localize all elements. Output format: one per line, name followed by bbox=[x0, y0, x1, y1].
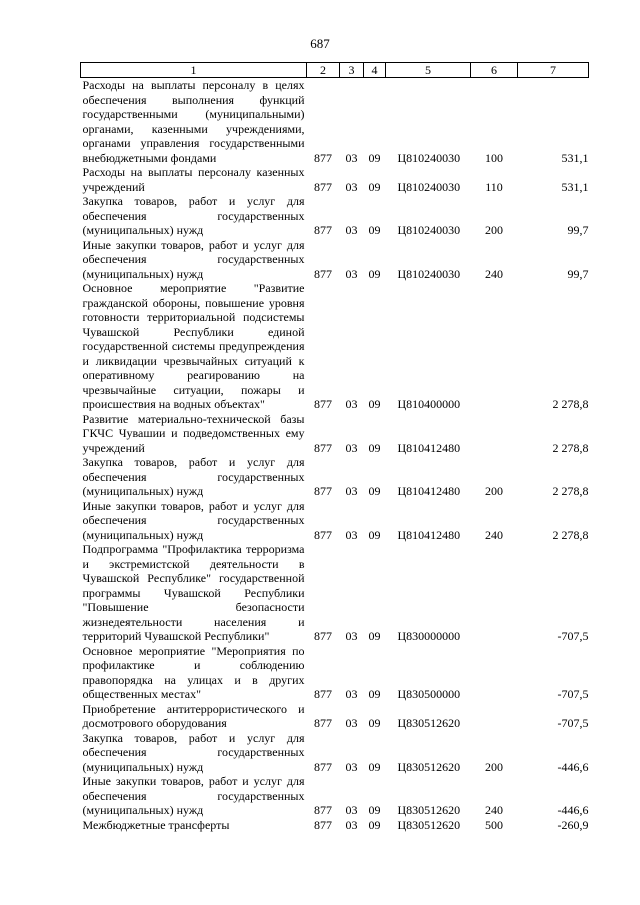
table-row bbox=[81, 818, 589, 833]
row-sum: -707,5 bbox=[557, 629, 589, 643]
row-vr: 240 bbox=[485, 803, 503, 817]
row-gr: 877 bbox=[314, 440, 332, 455]
header-cell: 1 bbox=[81, 63, 307, 78]
row-rz: 03 bbox=[345, 484, 358, 498]
row-gr: 877 bbox=[314, 266, 332, 281]
row-rz: 03 bbox=[345, 223, 358, 237]
header-cell: 3 bbox=[340, 63, 364, 78]
row-name: Подпрограмма "Профилактика терроризма и экстремистской деятельности в Чувашской Республике" государственной программы Чувашской Республики "Повышение безопасности жизнедеятельности населения и территорий Чувашской Республики" bbox=[82, 542, 305, 643]
row-vr: 240 bbox=[485, 266, 503, 281]
row-sum: 2 278,8 bbox=[552, 527, 589, 542]
row-sum: -446,6 bbox=[557, 803, 589, 817]
table-header-row bbox=[81, 63, 589, 78]
row-rz: 03 bbox=[345, 440, 358, 455]
table-row bbox=[81, 731, 589, 775]
budget-table bbox=[80, 62, 589, 832]
row-rz: 03 bbox=[345, 150, 358, 165]
row-rz: 03 bbox=[345, 527, 358, 542]
row-sum: 99,7 bbox=[567, 223, 589, 237]
row-vr: 100 bbox=[485, 150, 503, 165]
row-pr: 09 bbox=[368, 687, 381, 701]
row-csr: Ц810240030 bbox=[397, 150, 461, 165]
row-csr: Ц810240030 bbox=[397, 179, 461, 194]
header-cell: 7 bbox=[518, 63, 589, 78]
row-csr: Ц810400000 bbox=[397, 397, 461, 411]
row-sum: -260,9 bbox=[557, 817, 589, 832]
row-pr: 09 bbox=[368, 817, 381, 832]
row-name: Развитие материально-технической базы ГКЧС Чувашии и подведомственных ему учреждений bbox=[82, 411, 305, 455]
row-vr: 200 bbox=[485, 484, 503, 498]
row-csr: Ц810412480 bbox=[397, 440, 461, 455]
row-rz: 03 bbox=[345, 629, 358, 643]
row-gr: 877 bbox=[314, 179, 332, 194]
table-row bbox=[81, 702, 589, 731]
row-name: Основное мероприятие "Мероприятия по профилактике и соблюдению правопорядка на улицах и в других общественных местах" bbox=[82, 643, 305, 701]
header-cell: 6 bbox=[471, 63, 518, 78]
row-gr: 877 bbox=[314, 759, 332, 774]
row-name: Расходы на выплаты персоналу в целях обеспечения выполнения функций государственными (муниципальными) органами, казенными учреждениями, органами управления государственными внебюджетными фондами bbox=[82, 78, 305, 165]
row-vr bbox=[471, 542, 518, 644]
row-name: Закупка товаров, работ и услуг для обеспечения государственных (муниципальных) нужд bbox=[82, 455, 305, 498]
row-csr: Ц830512620 bbox=[397, 716, 461, 730]
row-rz: 03 bbox=[345, 716, 358, 730]
row-sum: 99,7 bbox=[567, 266, 589, 281]
page-number: 687 bbox=[310, 36, 330, 51]
table-row bbox=[81, 412, 589, 456]
row-vr: 200 bbox=[485, 223, 503, 237]
row-vr bbox=[471, 281, 518, 412]
row-csr: Ц810412480 bbox=[397, 484, 461, 498]
row-vr bbox=[471, 702, 518, 731]
row-sum: -707,5 bbox=[557, 687, 589, 701]
row-pr: 09 bbox=[368, 759, 381, 774]
row-pr: 09 bbox=[368, 629, 381, 643]
row-pr: 09 bbox=[368, 803, 381, 817]
row-rz: 03 bbox=[345, 266, 358, 281]
row-vr: 110 bbox=[485, 179, 503, 194]
row-pr: 09 bbox=[368, 440, 381, 455]
table-row bbox=[81, 542, 589, 644]
table-row bbox=[81, 644, 589, 702]
row-csr: Ц830512620 bbox=[397, 817, 461, 832]
row-gr: 877 bbox=[314, 803, 332, 817]
row-name: Приобретение антитеррористического и досмотрового оборудования bbox=[82, 701, 305, 730]
row-vr: 240 bbox=[485, 527, 503, 542]
row-vr bbox=[471, 412, 518, 456]
row-csr: Ц830000000 bbox=[397, 629, 461, 643]
row-vr: 200 bbox=[485, 759, 503, 774]
table-row bbox=[81, 194, 589, 238]
row-rz: 03 bbox=[345, 687, 358, 701]
row-gr: 877 bbox=[314, 484, 332, 498]
row-pr: 09 bbox=[368, 223, 381, 237]
row-sum: 2 278,8 bbox=[552, 397, 589, 411]
row-pr: 09 bbox=[368, 266, 381, 281]
row-rz: 03 bbox=[345, 397, 358, 411]
row-sum: -446,6 bbox=[557, 759, 589, 774]
row-gr: 877 bbox=[314, 527, 332, 542]
row-csr: Ц830512620 bbox=[397, 803, 461, 817]
row-vr: 500 bbox=[485, 817, 503, 832]
row-gr: 877 bbox=[314, 397, 332, 411]
row-pr: 09 bbox=[368, 484, 381, 498]
table-row bbox=[81, 499, 589, 543]
row-gr: 877 bbox=[314, 150, 332, 165]
row-rz: 03 bbox=[345, 179, 358, 194]
row-sum: 2 278,8 bbox=[552, 440, 589, 455]
row-sum: -707,5 bbox=[557, 716, 589, 730]
row-sum: 2 278,8 bbox=[552, 484, 589, 498]
row-name: Иные закупки товаров, работ и услуг для обеспечения государственных (муниципальных) нужд bbox=[82, 237, 305, 281]
row-rz: 03 bbox=[345, 803, 358, 817]
row-csr: Ц830500000 bbox=[397, 687, 461, 701]
row-name: Иные закупки товаров, работ и услуг для обеспечения государственных (муниципальных) нужд bbox=[82, 774, 305, 817]
row-name: Закупка товаров, работ и услуг для обеспечения государственных (муниципальных) нужд bbox=[82, 730, 305, 774]
row-pr: 09 bbox=[368, 716, 381, 730]
row-pr: 09 bbox=[368, 397, 381, 411]
row-pr: 09 bbox=[368, 179, 381, 194]
row-pr: 09 bbox=[368, 150, 381, 165]
row-gr: 877 bbox=[314, 716, 332, 730]
row-name: Иные закупки товаров, работ и услуг для обеспечения государственных (муниципальных) нужд bbox=[82, 498, 305, 542]
row-pr: 09 bbox=[368, 527, 381, 542]
table-row bbox=[81, 165, 589, 194]
row-csr: Ц830512620 bbox=[397, 759, 461, 774]
row-gr: 877 bbox=[314, 817, 332, 832]
row-csr: Ц810412480 bbox=[397, 527, 461, 542]
row-csr: Ц810240030 bbox=[397, 266, 461, 281]
header-cell: 4 bbox=[364, 63, 386, 78]
header-cell: 5 bbox=[386, 63, 471, 78]
table-row bbox=[81, 78, 589, 166]
row-rz: 03 bbox=[345, 817, 358, 832]
row-vr bbox=[471, 644, 518, 702]
row-name: Закупка товаров, работ и услуг для обеспечения государственных (муниципальных) нужд bbox=[82, 194, 305, 237]
table-row bbox=[81, 238, 589, 282]
table-row bbox=[81, 774, 589, 818]
table-row bbox=[81, 455, 589, 499]
row-gr: 877 bbox=[314, 629, 332, 643]
row-name: Расходы на выплаты персоналу казенных учреждений bbox=[82, 165, 305, 194]
row-sum: 531,1 bbox=[561, 150, 589, 165]
row-name: Межбюджетные трансферты bbox=[82, 817, 230, 832]
row-gr: 877 bbox=[314, 687, 332, 701]
row-name: Основное мероприятие "Развитие гражданской обороны, повышение уровня готовности территориальной подсистемы Чувашской Республики единой государственной системы предупреждения и ликвидации чрезвычайных ситуаций к оперативному реагированию на чрезвычайные ситуации, пожары и происшествия на водных объектах" bbox=[82, 281, 305, 411]
row-gr: 877 bbox=[314, 223, 332, 237]
table-row bbox=[81, 281, 589, 412]
header-cell: 2 bbox=[307, 63, 340, 78]
row-csr: Ц810240030 bbox=[397, 223, 461, 237]
row-sum: 531,1 bbox=[561, 179, 589, 194]
row-rz: 03 bbox=[345, 759, 358, 774]
